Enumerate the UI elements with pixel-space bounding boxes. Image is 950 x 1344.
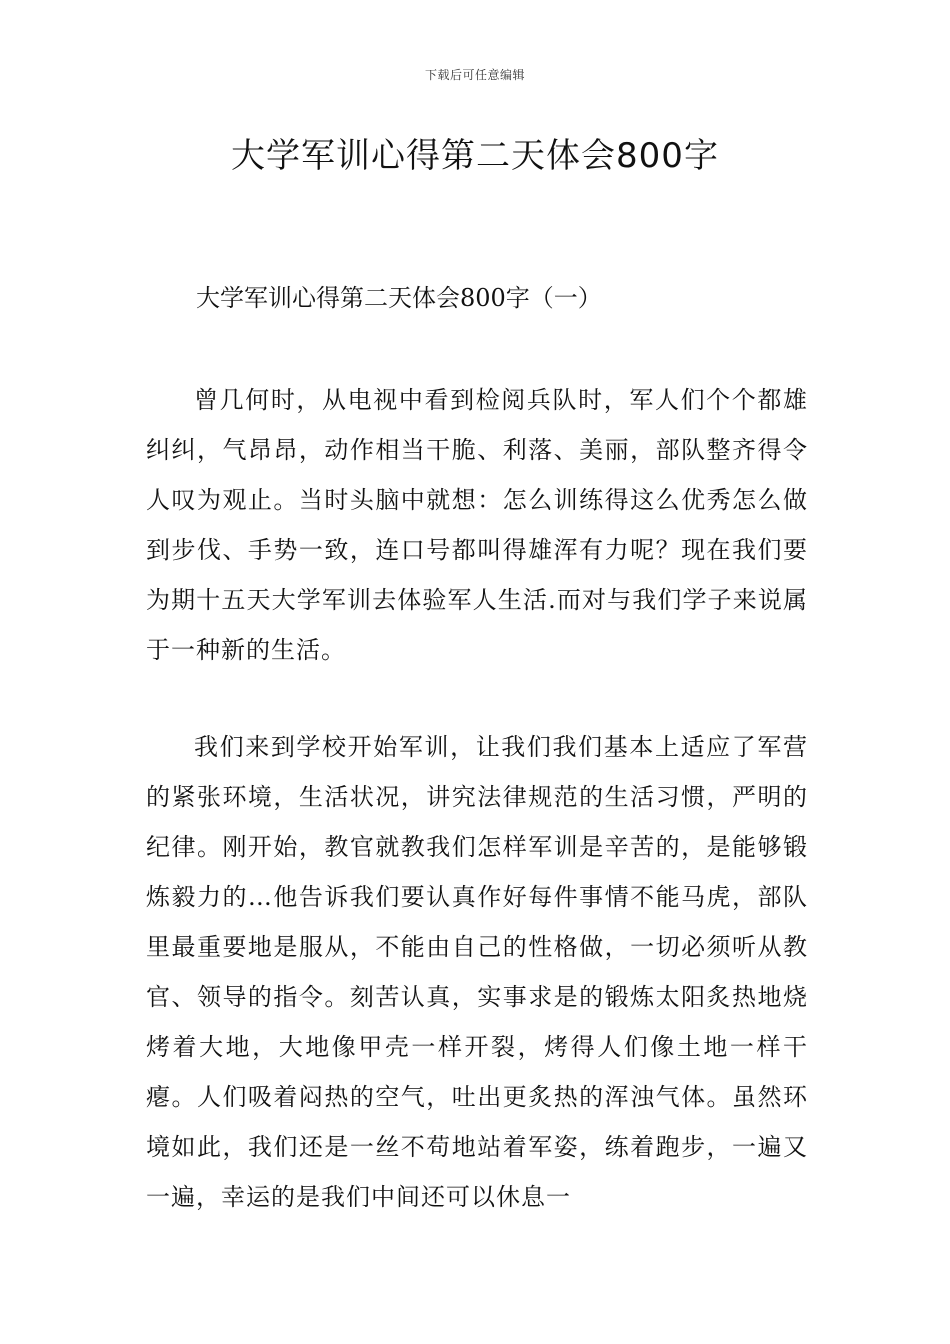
paragraph: 我们来到学校开始军训，让我们我们基本上适应了军营的紧张环境，生活状况，讲究法律规范的生活习惯，严明的纪律。刚开始，教官就教我们怎样军训是辛苦的，是能够锻炼毅力的…他告诉我们要认真作好每件事情不能马虎，部队里最重要地是服从，不能由自己的性格做，一切必须听从教官、领导的指令。刻苦认真，实事求是的锻炼太阳炙热地烧烤着大地，大地像甲壳一样开裂，烤得人们像土地一样干瘪。人们吸着闷热的空气，吐出更炙热的浑浊气体。虽然环境如此，我们还是一丝不苟地站着军姿，练着跑步，一遍又一遍，幸运的是我们中间还可以休息一 xyxy=(146,733,808,1211)
paragraph: 曾几何时，从电视中看到检阅兵队时，军人们个个都雄纠纠，气昂昂，动作相当干脆、利落、美丽，部队整齐得令人叹为观止。当时头脑中就想：怎么训练得这么优秀怎么做到步伐、手势一致，连口号都叫得雄浑有力呢？现在我们要为期十五天大学军训去体验军人生活.而对与我们学子来说属于一种新的生活。 xyxy=(146,386,808,664)
header-note: 下载后可任意编辑 xyxy=(424,68,525,82)
document-title: 大学军训心得第二天体会800字 xyxy=(231,136,719,176)
section-heading: 大学军训心得第二天体会800字（一） xyxy=(196,284,602,312)
